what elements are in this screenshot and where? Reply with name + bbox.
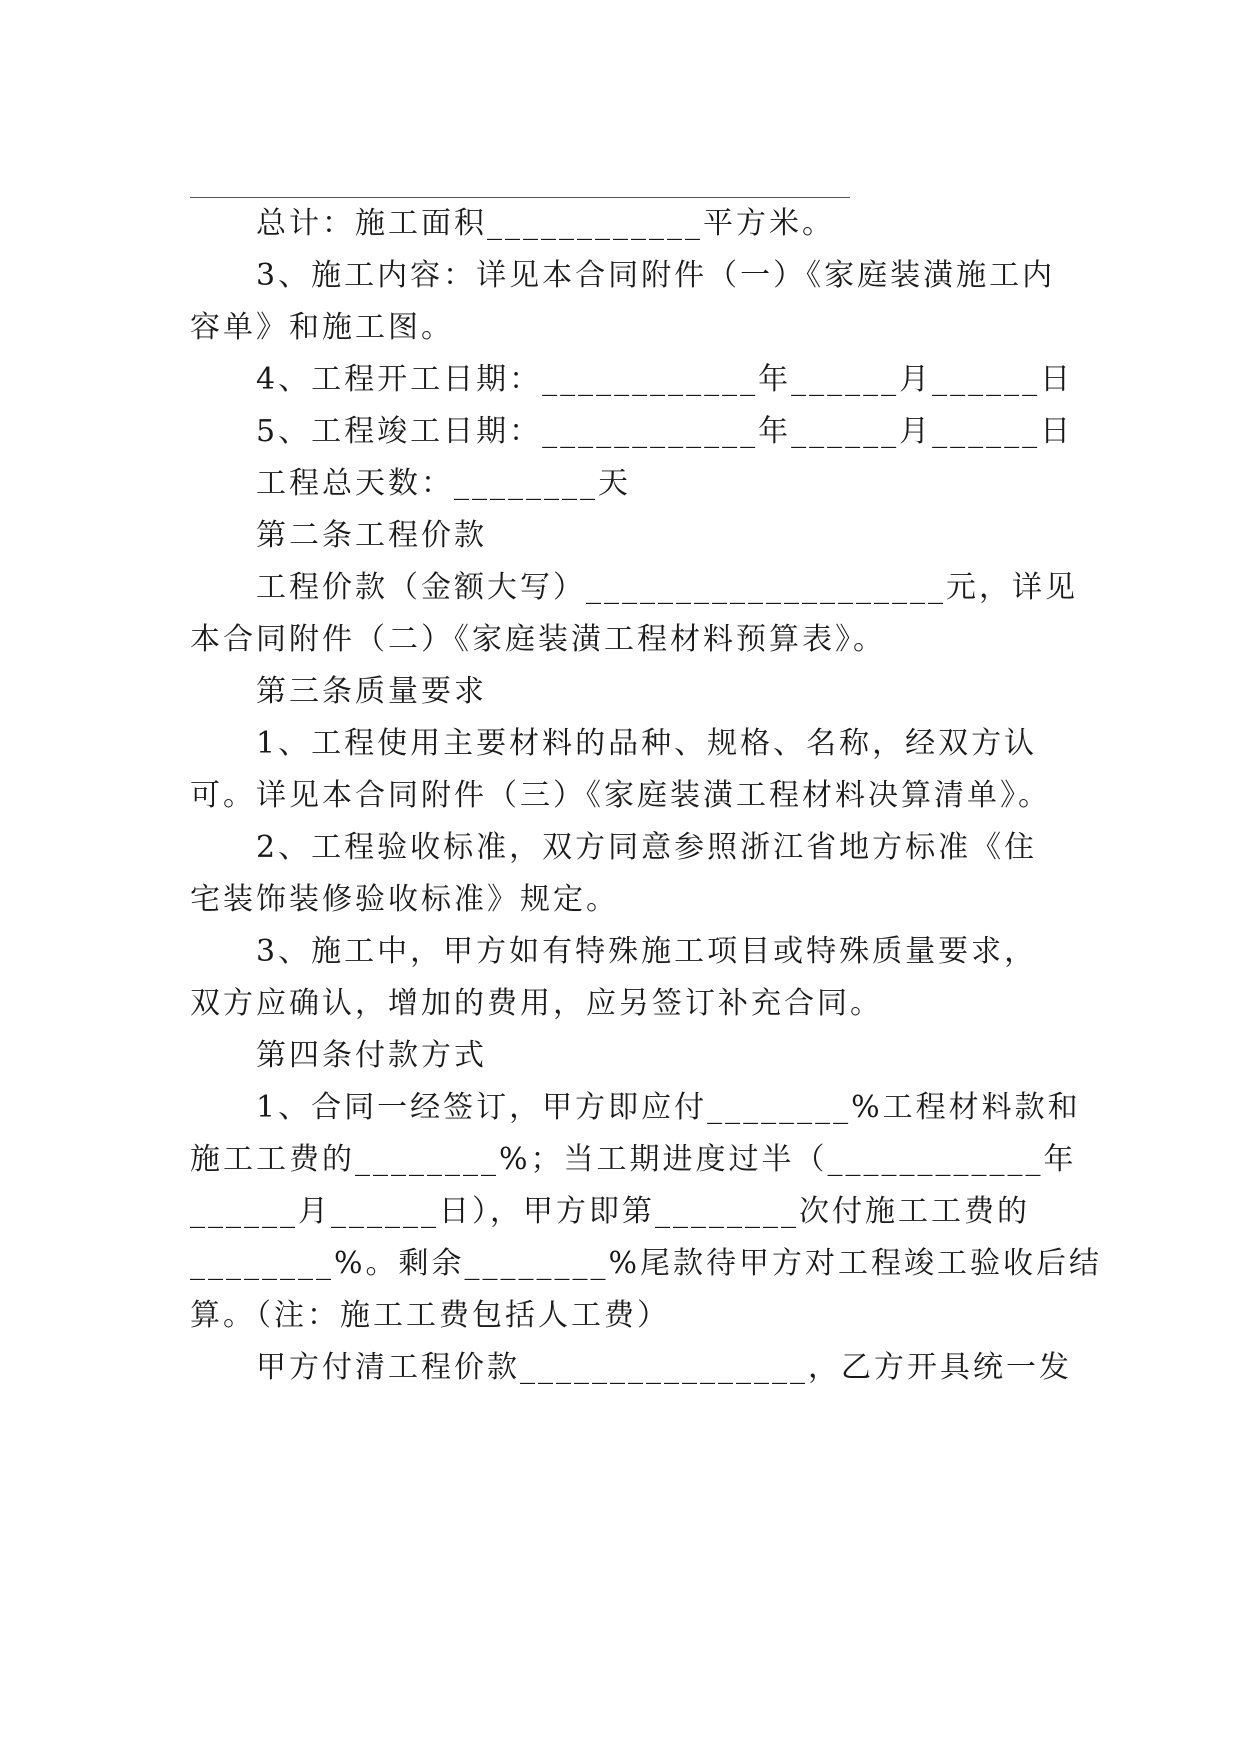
- payment-item-1-line-4: ________%。剩余________%尾款待甲方对工程竣工验收后结: [190, 1246, 1103, 1281]
- completion-date-line: 5、工程竣工日期：____________年______月______日: [256, 414, 1074, 449]
- article-4-heading: 第四条付款方式: [256, 1038, 487, 1073]
- project-price-line-2: 本合同附件（二）《家庭装潢工程材料预算表》。: [190, 622, 886, 657]
- article-2-heading: 第二条工程价款: [256, 518, 487, 553]
- total-days-line: 工程总天数：________天: [256, 466, 631, 501]
- construction-content-line-1: 3、施工内容：详见本合同附件（一）《家庭装潢施工内: [256, 258, 1056, 293]
- quality-item-2-line-2: 宅装饰装修验收标准》规定。: [190, 882, 619, 917]
- payment-item-1-line-3: ______月______日），甲方即第________次付施工工费的: [190, 1194, 1030, 1229]
- start-date-line: 4、工程开工日期：____________年______月______日: [256, 362, 1074, 397]
- payment-item-1-line-1: 1、合同一经签订，甲方即应付________%工程材料款和: [256, 1090, 1081, 1125]
- quality-item-3-line-1: 3、施工中，甲方如有特殊施工项目或特殊质量要求，: [256, 934, 1038, 969]
- project-price-line-1: 工程价款（金额大写）____________________元，详见: [256, 570, 1078, 605]
- final-payment-line: 甲方付清工程价款________________，乙方开具统一发: [256, 1350, 1072, 1385]
- quality-item-1-line-1: 1、工程使用主要材料的品种、规格、名称，经双方认: [256, 726, 1038, 761]
- quality-item-3-line-2: 双方应确认，增加的费用，应另签订补充合同。: [190, 986, 883, 1021]
- payment-item-1-line-2: 施工工费的________%；当工期进度过半（____________年: [190, 1142, 1077, 1177]
- payment-item-1-line-5: 算。（注：施工工费包括人工费）: [190, 1298, 670, 1333]
- quality-item-1-line-2: 可。详见本合同附件（三）《家庭装潢工程材料决算清单》。: [190, 778, 1051, 813]
- total-area-line: 总计：施工面积____________平方米。: [256, 206, 835, 241]
- top-separator-line: [190, 197, 850, 198]
- construction-content-line-2: 容单》和施工图。: [190, 310, 454, 345]
- quality-item-2-line-1: 2、工程验收标准，双方同意参照浙江省地方标准《住: [256, 830, 1038, 865]
- article-3-heading: 第三条质量要求: [256, 674, 487, 709]
